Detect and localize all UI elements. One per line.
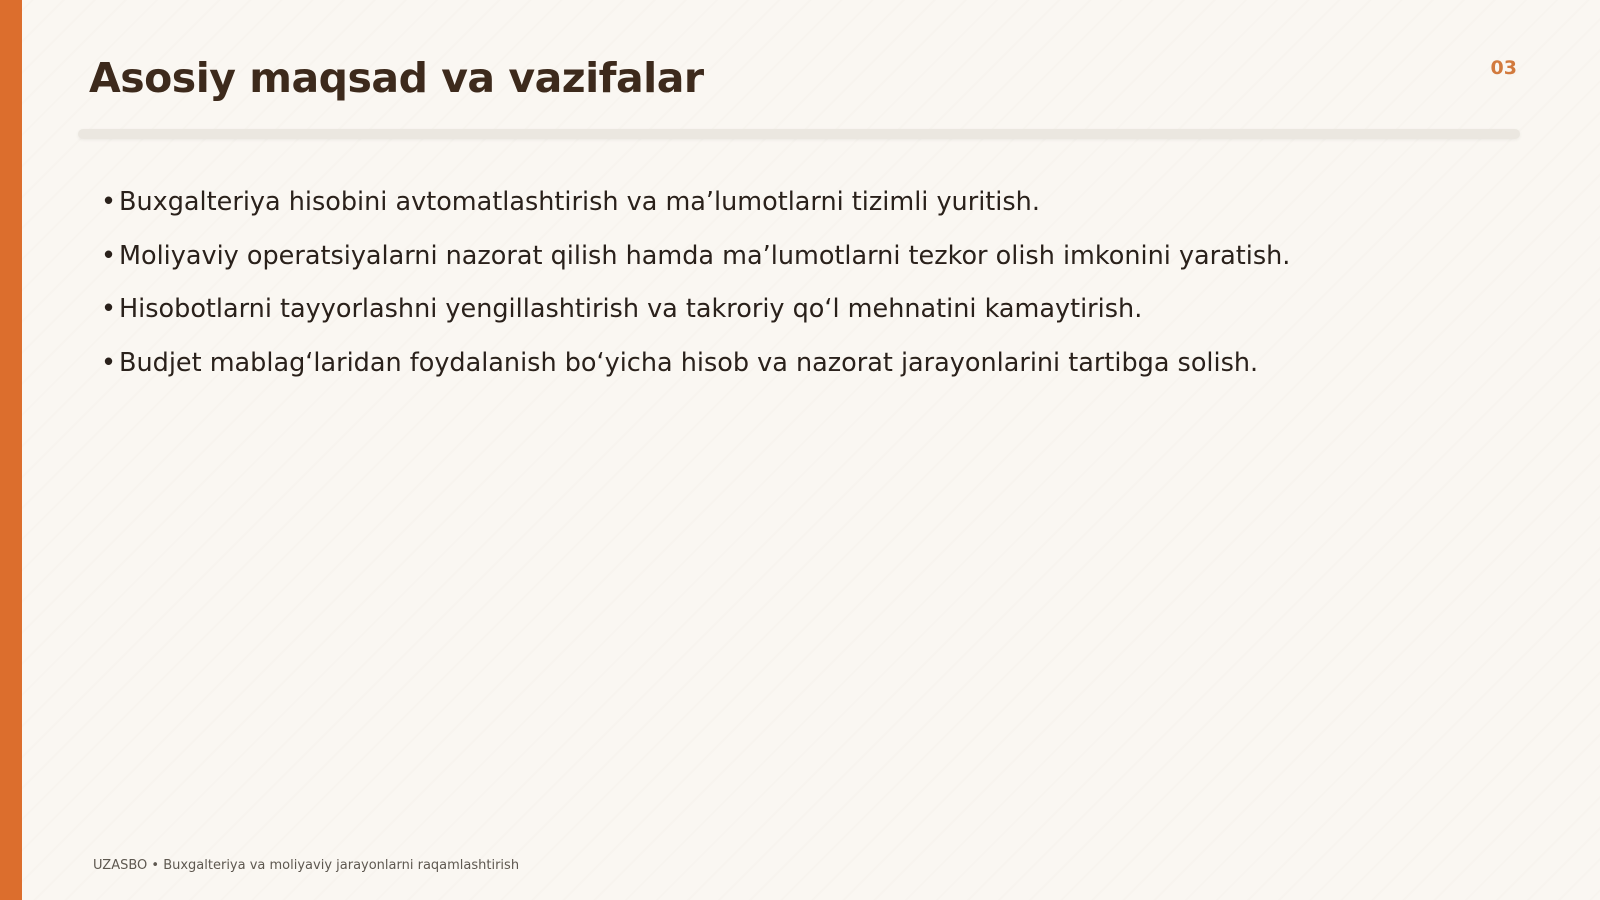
bullet-item [101,230,1290,284]
slide-footer: UZASBO • Buxgalteriya va moliyaviy jarayonlarni raqamlashtirish [93,858,520,873]
bullet-dot-icon: • [101,294,117,324]
bullet-text: Buxgalteriya hisobini avtomatlashtirish va ma’lumotlarni tizimli yuritish. [119,187,1040,217]
bullet-item [101,337,1290,391]
slide-number: 03 [1490,57,1517,79]
bullet-text: Moliyaviy operatsiyalarni nazorat qilish hamda ma’lumotlarni tezkor olish imkonini yaratish. [119,240,1291,271]
bullet-dot-icon: • [101,240,117,271]
bullet-text: Budjet mablag‘laridan foydalanish bo‘yicha hisob va nazorat jarayonlarini tartibga solish. [119,347,1259,378]
bullet-item [101,283,1290,337]
slide-title: Asosiy maqsad va vazifalar [89,54,704,102]
bullet-text: Hisobotlarni tayyorlashni yengillashtirish va takroriy qo‘l mehnatini kamaytirish. [119,294,1143,324]
bullet-item [101,176,1290,230]
title-divider [78,129,1520,139]
bullet-list [101,176,1290,390]
bullet-dot-icon: • [101,347,117,378]
bullet-dot-icon: • [101,187,117,217]
left-accent-bar [0,0,22,900]
